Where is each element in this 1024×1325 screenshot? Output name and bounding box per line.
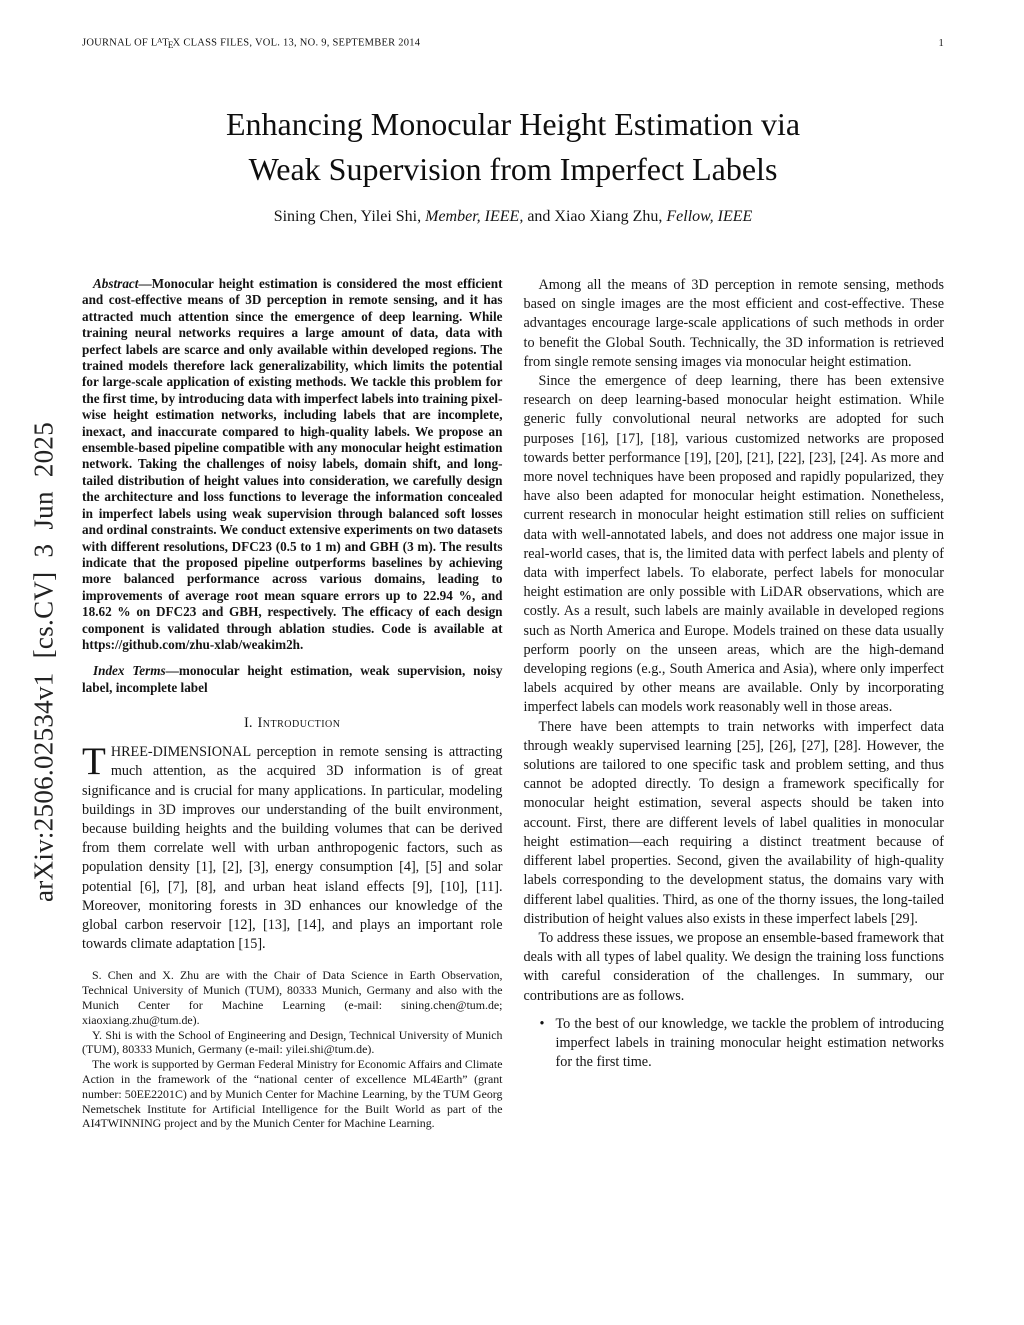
index-terms bbox=[82, 663, 503, 696]
member-affiliation: Member, IEEE, bbox=[425, 208, 524, 225]
latex-logo-a: A bbox=[157, 36, 163, 45]
contributions-list bbox=[524, 1015, 945, 1073]
fellow-affiliation: Fellow, IEEE bbox=[666, 208, 753, 225]
running-header bbox=[82, 36, 944, 50]
body-paragraph: There have been attempts to train networks with imperfect data through weakly supervised learning [25], [26], [27], [28]. However, the solutions are tailored to one specific task and problem setting, and thus cannot be adopted directly. To design a framework specifically for monocular height estimation, several aspects should be taken into account. First, there are different levels of label qualities in monocular height estimation—each requiring a distinct treatment because of different label properties. Second, given the availability of high-quality labels corresponding to the development status, the domains vary with different label qualities. Third, as one of the thorny issues, the long-tailed distribution of height values also exists in these imperfect labels [29]. bbox=[523, 718, 944, 927]
right-column bbox=[524, 276, 945, 1131]
github-link[interactable]: https://github.com/zhu-xlab/weakim2h bbox=[82, 636, 300, 652]
abstract-label: Abstract bbox=[93, 276, 139, 291]
footnote-affiliation-1: S. Chen and X. Zhu are with the Chair of Data Science in Earth Observation, Technical University of Munich (TUM), 80333 Munich, Germany and also with the Munich Center for Machine Learning (e-mail: sining.chen@tum.de; xiaoxiang.zhu@tum.de). bbox=[82, 968, 503, 1027]
author-line bbox=[82, 208, 944, 226]
journal-header: JOURNAL OF $L^ATEX$ CLASS FILES, VOL. 13, NO. 9, SEPTEMBER 2014 bbox=[82, 36, 421, 50]
bullet-icon: • bbox=[539, 1015, 545, 1032]
section-number: I. bbox=[243, 715, 253, 732]
author-names: and Xiao Xiang Zhu, bbox=[523, 208, 667, 225]
arxiv-watermark: arXiv:2506.02534v1 [cs.CV] 3 Jun 2025 bbox=[28, 421, 59, 903]
drop-cap: T bbox=[82, 740, 106, 784]
abstract-text: —Monocular height estimation is considered the most efficient and cost-effective means of 3D perception in remote sensing, and it has attracted much attention since the emergence of deep learning. While training neural networks requires a large amount of data, data with perfect labels are scarce and only available within developed regions. The trained models therefore lack generalizability, which limits the potential for large-scale application of existing methods. We tackle this problem for the first time, by introducing data with imperfect labels into training pixel-wise height estimation networks, including labels that are incomplete, inexact, and inaccurate compared to high-quality labels. We propose an ensemble-based pipeline compatible with any monocular height estimation network. Taking the challenges of noisy labels, domain shift, and long-tailed distribution of height values into consideration, we carefully design the architecture and loss functions to leverage the information concealed in imperfect labels using weak supervision through balanced soft losses and ordinal constraints. We conduct extensive experiments on two datasets with different resolutions, DFC23 (0.5 to 1 m) and GBH (3 m). The results indicate that the proposed pipeline outperforms baselines by achieving more balanced performance across various domains, leading to improvements of average root mean square errors up to 22.94 %, and 18.62 % on DFC23 and GBH, respectively. The efficacy of each design component is validated through ablation studies. Code is available at bbox=[82, 276, 503, 636]
body-paragraph: Among all the means of 3D perception in remote sensing, methods based on single images are the most efficient and cost-effective. These advantages encourage large-scale applications of such methods in order to benefit the Global South. Technically, the 3D information is retrieved from single remote sensing images via monocular height estimation. bbox=[523, 277, 944, 370]
intro-paragraph-text: HREE-DIMENSIONAL perception in remote sensing is attracting much attention, as the acquired 3D information is of great significance and is crucial for many applications. In particular, modeling buildings in 3D improves our understanding of the built environment, because building heights and the building volumes that can be derived from them correlate well with urban anthropogenic factors, such as population density [1], [2], [3], energy consumption [4], [5] and solar potential [6], [7], [8], and urban heat island effects [9], [10], [11]. Moreover, monitoring forests in 3D enhances our knowledge of the global carbon reservoir [12], [13], [14], and plays an important role towards climate adaptation [15]. bbox=[82, 744, 503, 953]
footnotes bbox=[82, 968, 503, 1131]
contribution-text: To the best of our knowledge, we tackle the problem of introducing imperfect labels in training monocular height estimation networks for the first time. bbox=[555, 1015, 944, 1071]
section-title: Introduction bbox=[257, 715, 341, 732]
footnote-affiliation-2: Y. Shi is with the School of Engineering and Design, Technical University of Munich (TUM), 80333 Munich, Germany (e-mail: yilei.shi@tum.de). bbox=[82, 1027, 503, 1057]
two-column-body bbox=[82, 276, 944, 1131]
footnote-funding: The work is supported by German Federal Ministry for Economic Affairs and Climate Action in the framework of the “national center of excellence ML4Earth” (grant number: 50EE2201C) and by Munich Center for Machine Learning, by the TUM Georg Nemetschek Institute for Artificial Intelligence for the Built World as part of the AI4TWINNING project and by the Munich Center for Machine Learning. bbox=[82, 1057, 503, 1131]
paper-title bbox=[82, 102, 944, 194]
intro-paragraph bbox=[82, 740, 503, 954]
section-heading-introduction bbox=[82, 715, 503, 732]
contribution-item bbox=[524, 1015, 945, 1073]
index-terms-label: Index Terms bbox=[93, 663, 166, 679]
title-line-1: Enhancing Monocular Height Estimation via bbox=[225, 105, 801, 142]
latex-logo-e: E bbox=[167, 39, 174, 50]
body-paragraph: Since the emergence of deep learning, there has been extensive research on deep learning-based monocular height estimation. While generic fully convolutional neural networks are adopted for such purposes [16], [17], [18], various customized networks are proposed towards better performance [19], [20], [21], [22], [23], [24]. As more and more novel techniques have been proposed and rapidly popularized, they have also been adapted for monocular height estimation. Nonetheless, current research in monocular height estimation still relies on sufficient data with well-annotated labels, and does not address one major issue in real-world cases, that is, the limited data with perfect labels and plenty of data with imperfect labels. To elaborate, perfect labels for monocular height estimation are only possible with LiDAR observations, which are costly. As a result, such labels are mainly available in developed regions such as North America and Europe. Models trained on these data usually perform poorly on the unseen areas, which are the high-demand developing regions (e.g., South America and Asia), where only imperfect labels acquired by other means are available. Only by incorporating imperfect labels can models work reasonably well in those areas. bbox=[523, 373, 944, 716]
abstract: Abstract—Monocular height estimation is considered the most efficient and cost-effective means of 3D perception in remote sensing, and it has attracted much attention since the emergence of deep learning. While training neural networks requires a large amount of data, data with perfect labels are scarce and only available within developed regions. The trained models therefore lack generalizability, which limits the potential for large-scale application of existing methods. We tackle this problem for the first time, by introducing data with imperfect labels into training pixel-wise height estimation networks, including labels that are incomplete, inexact, and inaccurate compared to high-quality labels. We propose an ensemble-based pipeline compatible with any monocular height estimation network. Taking the challenges of noisy labels, domain shift, and long-tailed distribution of height values into consideration, we carefully design the architecture and loss functions to leverage the information concealed in imperfect labels using weak supervision through balanced soft losses and ordinal constraints. We conduct extensive experiments on two datasets with different resolutions, DFC23 (0.5 to 1 m) and GBH (3 m). The results indicate that the proposed pipeline outperforms baselines by achieving more balanced performance across various domains, leading to improvements of average root mean square errors up to 22.94 %, and 18.62 % on DFC23 and GBH, respectively. The efficacy of each design component is validated through ablation studies. Code is available at https://github.com/zhu-xlab/weakim2h. bbox=[82, 276, 503, 652]
body-paragraph: To address these issues, we propose an ensemble-based framework that deals with all types of label quality. We design the training loss functions with careful consideration of the challenges. In summary, our contributions are as follows. bbox=[523, 929, 944, 1004]
page-number: 1 bbox=[938, 37, 944, 49]
author-names: Sining Chen, Yilei Shi, bbox=[273, 208, 426, 225]
title-line-2: Weak Supervision from Imperfect Labels bbox=[248, 151, 778, 188]
left-column bbox=[82, 276, 503, 1131]
index-terms-text: —monocular height estimation, weak supervision, noisy label, incomplete label bbox=[82, 663, 503, 695]
